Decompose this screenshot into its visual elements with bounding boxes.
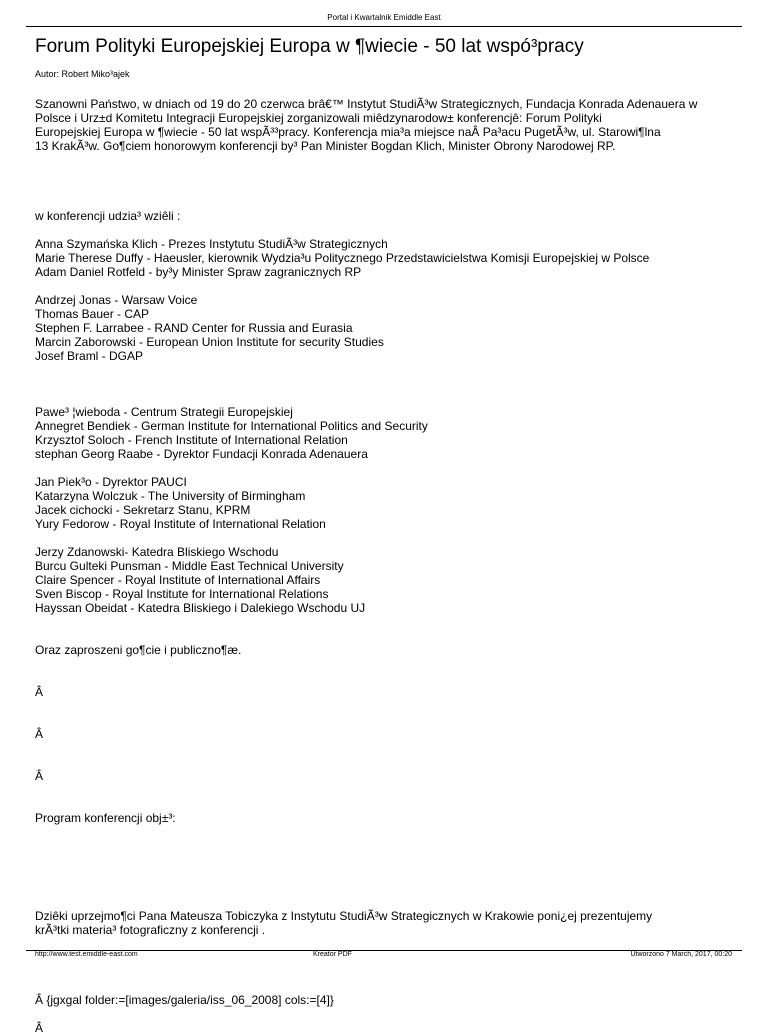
participant-line: Andrzej Jonas - Warsaw Voice xyxy=(35,293,198,307)
guests-line: Oraz zaproszeni go¶cie i publiczno¶æ. xyxy=(35,643,242,657)
participant-line: Annegret Bendiek - German Institute for International Politics and Security xyxy=(35,419,428,433)
empty-paragraph: Â xyxy=(35,685,44,699)
text-line: Dziêki uprzejmo¶ci Pana Mateusza Tobiczyka z Instytutu StudiÃ³w Strategicznych w Krakowie poni¿ej prezentujemy xyxy=(35,909,653,923)
participant-line: Thomas Bauer - CAP xyxy=(35,307,150,321)
participant-line: Krzysztof Soloch - French Institute of International Relation xyxy=(35,433,348,447)
article-title: Forum Polityki Europejskiej Europa w ¶wiecie - 50 lat wspó³pracy xyxy=(35,36,584,57)
footer-created: Utworzono 7 March, 2017, 00:20 xyxy=(630,951,732,958)
participant-line: Sven Biscop - Royal Institute for International Relations xyxy=(35,587,329,601)
participants-group-3 xyxy=(35,405,757,461)
participant-line: Marcin Zaborowski - European Union Institute for security Studies xyxy=(35,335,384,349)
page-header: Portal i Kwartalnik Emiddle East xyxy=(327,13,441,22)
participants-group-4 xyxy=(35,475,757,531)
intro-paragraph xyxy=(35,97,757,153)
empty-paragraph: Â xyxy=(35,769,44,783)
text-line: Europejskiej Europa w ¶wiecie - 50 lat wspÃ³³pracy. Konferencja mia³a miejsce naÂ Pa³acu PugetÃ³w, ul. Starowi¶lna xyxy=(35,125,661,139)
gallery-code: Â {jgxgal folder:=[images/galeria/iss_06_2008] cols:=[4]} xyxy=(35,993,334,1007)
participant-line: Katarzyna Wolczuk - The University of Birmingham xyxy=(35,489,306,503)
participants-group-2 xyxy=(35,293,757,363)
participant-line: Claire Spencer - Royal Institute of International Affairs xyxy=(35,573,321,587)
text-line: krÃ³tki materia³ fotograficzny z konferencji . xyxy=(35,923,266,937)
participant-line: Burcu Gulteki Punsman - Middle East Technical University xyxy=(35,559,344,573)
empty-paragraph: Â xyxy=(35,727,44,741)
footer-url: http://www.test.emiddle-east.com xyxy=(35,951,138,958)
participant-line: Jacek cichocki - Sekretarz Stanu, KPRM xyxy=(35,503,251,517)
participant-line: Stephen F. Larrabee - RAND Center for Russia and Eurasia xyxy=(35,321,353,335)
participants-group-5 xyxy=(35,545,757,615)
text-line: Polsce i Urz±d Komitetu Integracji Europejskiej zorganizowali miêdzynarodow± konferencjê: Forum Polityki xyxy=(35,111,602,125)
participant-line: Anna Szymańska Klich - Prezes Instytutu StudiÃ³w Strategicznych xyxy=(35,237,388,251)
participant-line: stephan Georg Raabe - Dyrektor Fundacji Konrada Adenauera xyxy=(35,447,368,461)
thanks-paragraph xyxy=(35,909,757,937)
text-line: 13 KrakÃ³w. Go¶ciem honorowym konferencji by³ Pan Minister Bogdan Klich, Minister Obrony Narodowej RP. xyxy=(35,139,616,153)
participant-line: Marie Therese Duffy - Haeusler, kierownik Wydzia³u Politycznego Przedstawicielstwa Komisji Europejskiej w Polsce xyxy=(35,251,650,265)
participants-heading: w konferencji udzia³ wziêli : xyxy=(35,209,181,223)
text-line: Szanowni Państwo, w dniach od 19 do 20 czerwca brâ€™ Instytut StudiÃ³w Strategicznych, Fundacja Konrada Adenauera w xyxy=(35,97,698,111)
empty-paragraph: Â xyxy=(35,1021,44,1035)
participant-line: Adam Daniel Rotfeld - by³y Minister Spraw zagranicznych RP xyxy=(35,265,362,279)
article-body xyxy=(35,97,757,1035)
participant-line: Yury Fedorow - Royal Institute of International Relation xyxy=(35,517,326,531)
participant-line: Hayssan Obeidat - Katedra Bliskiego i Dalekiego Wschodu UJ xyxy=(35,601,366,615)
participant-line: Jerzy Zdanowski- Katedra Bliskiego Wschodu xyxy=(35,545,279,559)
participant-line: Jan Piek³o - Dyrektor PAUCI xyxy=(35,475,187,489)
participant-line: Josef Braml - DGAP xyxy=(35,349,144,363)
article-author: Autor: Robert Miko³ajek xyxy=(35,69,130,79)
participants-group-1 xyxy=(35,237,757,279)
footer-generator: Kreator PDF xyxy=(313,951,352,958)
participant-line: Pawe³ ¦wieboda - Centrum Strategii Europejskiej xyxy=(35,405,293,419)
program-line: Program konferencji obj±³: xyxy=(35,811,176,825)
header-divider xyxy=(26,26,742,27)
